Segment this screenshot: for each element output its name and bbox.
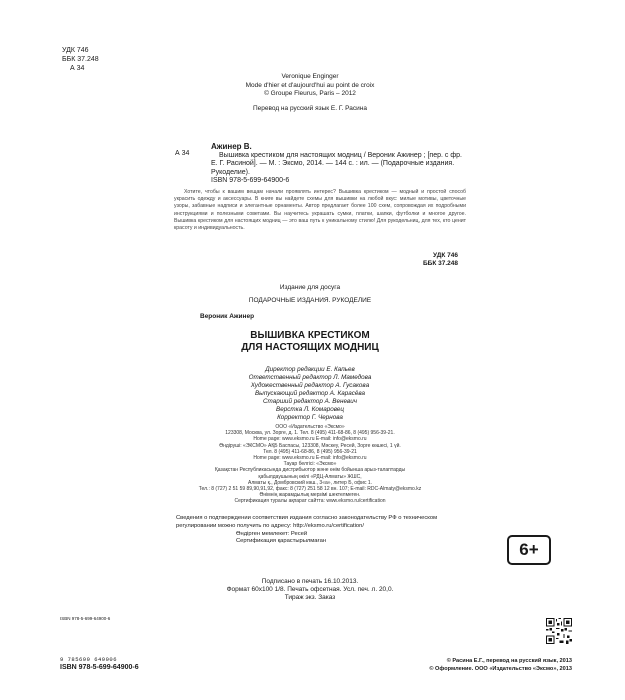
original-publisher: © Groupe Fleurus, Paris – 2012: [264, 90, 356, 97]
certification-block: [176, 515, 476, 546]
staff-line: Старший редактор А. Веневич: [262, 398, 357, 405]
cert-line: Өндірген мемлекет: Ресей: [236, 530, 308, 537]
barcode-block: [60, 616, 138, 663]
cert-line: Сертификация қарастырылмаған: [236, 538, 327, 545]
publisher-line: Өндіруші: «ЭКСМО» АҚБ Баспасы, 123308, Мәскеу, Ресей, Зорге көшесі, 1 үй.: [219, 442, 401, 449]
print-info: [160, 578, 460, 602]
qr-code-icon: [546, 618, 572, 644]
catalog-udk-bbk: [412, 252, 458, 268]
catalog-description: Вышивка крестиком для настоящих модниц / Вероник Ажинер ; [пер. с фр. Е. Г. Расиной]. — М. : Эксмо, 2014. — 144 с. : ил. — (Подарочные издания. Рукоделие).: [211, 152, 462, 176]
book-title-line1: ВЫШИВКА КРЕСТИКОМ: [250, 330, 370, 341]
bbk-label: ББК 37.248: [62, 56, 99, 63]
copyright-block: [392, 658, 572, 674]
staff-line: Художественный редактор А. Гусаковa: [250, 382, 370, 389]
catalog-udk: УДК 746: [433, 252, 458, 259]
catalog-annotation: Хотите, чтобы к вашим вещам начали проявлять интерес? Вышивка крестиком — модный и простой способ украсить одежду и аксессуары. В книге вы найдете схемы для вышивки на любой вкус: милые мотивы, цветочные узоры, забавные надписи и элегантные орнаменты. Автор предлагает более 100 схем, сопровождая их подробными инструкциями и полезными советами. Вы научитесь украшать сумки, платки, шапки, футболки и многое другое. Вышивка крестиком для настоящих модниц — это ваш путь к уникальному стилю! Для рукодельниц, для тех, кто ценит красоту и индивидуальность.: [174, 189, 466, 232]
print-line: Формат 60x100 1/8. Печать офсетная. Усл. печ. л. 20,0.: [226, 586, 394, 593]
staff-line: Выпускающий редактор А. Карасёва: [254, 390, 366, 397]
original-edition-block: [240, 73, 380, 113]
publisher-line: қабылдаушының өкілі «РДЦ-Алматы» ЖШС,: [258, 473, 362, 480]
publisher-line: Алматы қ., Домбровский көш., 3«а», литер Б, офис 1.: [247, 479, 373, 486]
catalog-code: А 34: [175, 150, 190, 157]
publisher-line: Home page: www.eksmo.ru E-mail: info@eksmo.ru: [253, 436, 367, 443]
cert-line: регулировании можно получить по адресу: http://eksmo.ru/certification/: [176, 522, 364, 529]
print-line: Подписано в печать 16.10.2013.: [261, 578, 359, 585]
code-label: А 34: [70, 65, 85, 72]
staff-list: [160, 366, 460, 422]
translation-credit: Перевод на русский язык Е. Г. Расина: [252, 104, 368, 112]
book-title-line2: ДЛЯ НАСТОЯЩИХ МОДНИЦ: [241, 342, 379, 353]
barcode-top-text: ISBN 978-5-699-64900-6: [60, 616, 111, 621]
book-author: Вероник Ажинер: [200, 313, 255, 320]
staff-line: Ответственный редактор Л. Мамедова: [248, 374, 372, 381]
publisher-line: Тел. 8 (495) 411-68-86, 8 (495) 956-39-21: [263, 448, 357, 455]
original-title: Mode d'hier et d'aujourd'hui au point de croix: [245, 81, 375, 89]
staff-line: Директор редакции Е. Капьев: [265, 366, 355, 373]
age-rating-badge: 6+: [507, 535, 551, 565]
publisher-line: Қазақстан Республикасында дистрибьютор және өнім бойынша арыз-талаптарды: [214, 467, 406, 474]
original-author: Veronique Enginger: [281, 73, 339, 80]
catalog-author: Ажинер В.: [211, 142, 252, 151]
catalog-bbk: ББК 37.248: [423, 260, 458, 267]
publisher-line: Өнімнің жарамдылық мерзімі шектелмеген.: [259, 492, 361, 499]
catalog-isbn: ISBN 978-5-699-64900-6: [211, 177, 290, 184]
print-line: Тираж экз. Заказ: [284, 594, 336, 601]
staff-line: Верстка Л. Комаровец: [276, 406, 344, 413]
udk-label: УДК 746: [62, 47, 89, 54]
barcode-digits: 9 785699 649006: [60, 656, 118, 663]
publisher-line: Тел.: 8 (727) 2 51 59 89,90,91,92, факс: 8 (727) 251 58 12 вн. 107; E-mail: RDC-Almaty@eksmo.kz: [198, 486, 422, 493]
publisher-info: [160, 424, 460, 505]
series-name: ПОДАРОЧНЫЕ ИЗДАНИЯ. РУКОДЕЛИЕ: [248, 297, 372, 304]
top-classification: [62, 46, 99, 73]
staff-line: Корректор Г. Чернова: [277, 414, 343, 421]
edition-type: Издание для досуга: [279, 284, 341, 291]
publisher-line: Сертификация туралы ақпарат сайтта: www.eksmo.ru/certification: [234, 498, 386, 505]
publisher-line: Тауар белгісі: «Эксмо»: [283, 461, 337, 468]
cert-line: Сведения о подтверждении соответствия издания согласно законодательству РФ о техническом: [176, 515, 438, 521]
copyright-line: © Расина Е.Г., перевод на русский язык, 2013: [446, 658, 572, 664]
barcode-bars: [60, 623, 138, 657]
publisher-line: Home page: www.eksmo.ru E-mail: info@eksmo.ru: [253, 455, 367, 462]
isbn-bottom: ISBN 978-5-699-64900-6: [60, 664, 139, 671]
copyright-line: © Оформление. ООО «Издательство «Эксмо», 2013: [429, 665, 572, 672]
publisher-line: ООО «Издательство «Эксмо»: [275, 424, 345, 430]
publisher-line: 123308, Москва, ул. Зорге, д. 1. Тел. 8 (495) 411-68-86, 8 (495) 956-39-21.: [225, 430, 395, 437]
